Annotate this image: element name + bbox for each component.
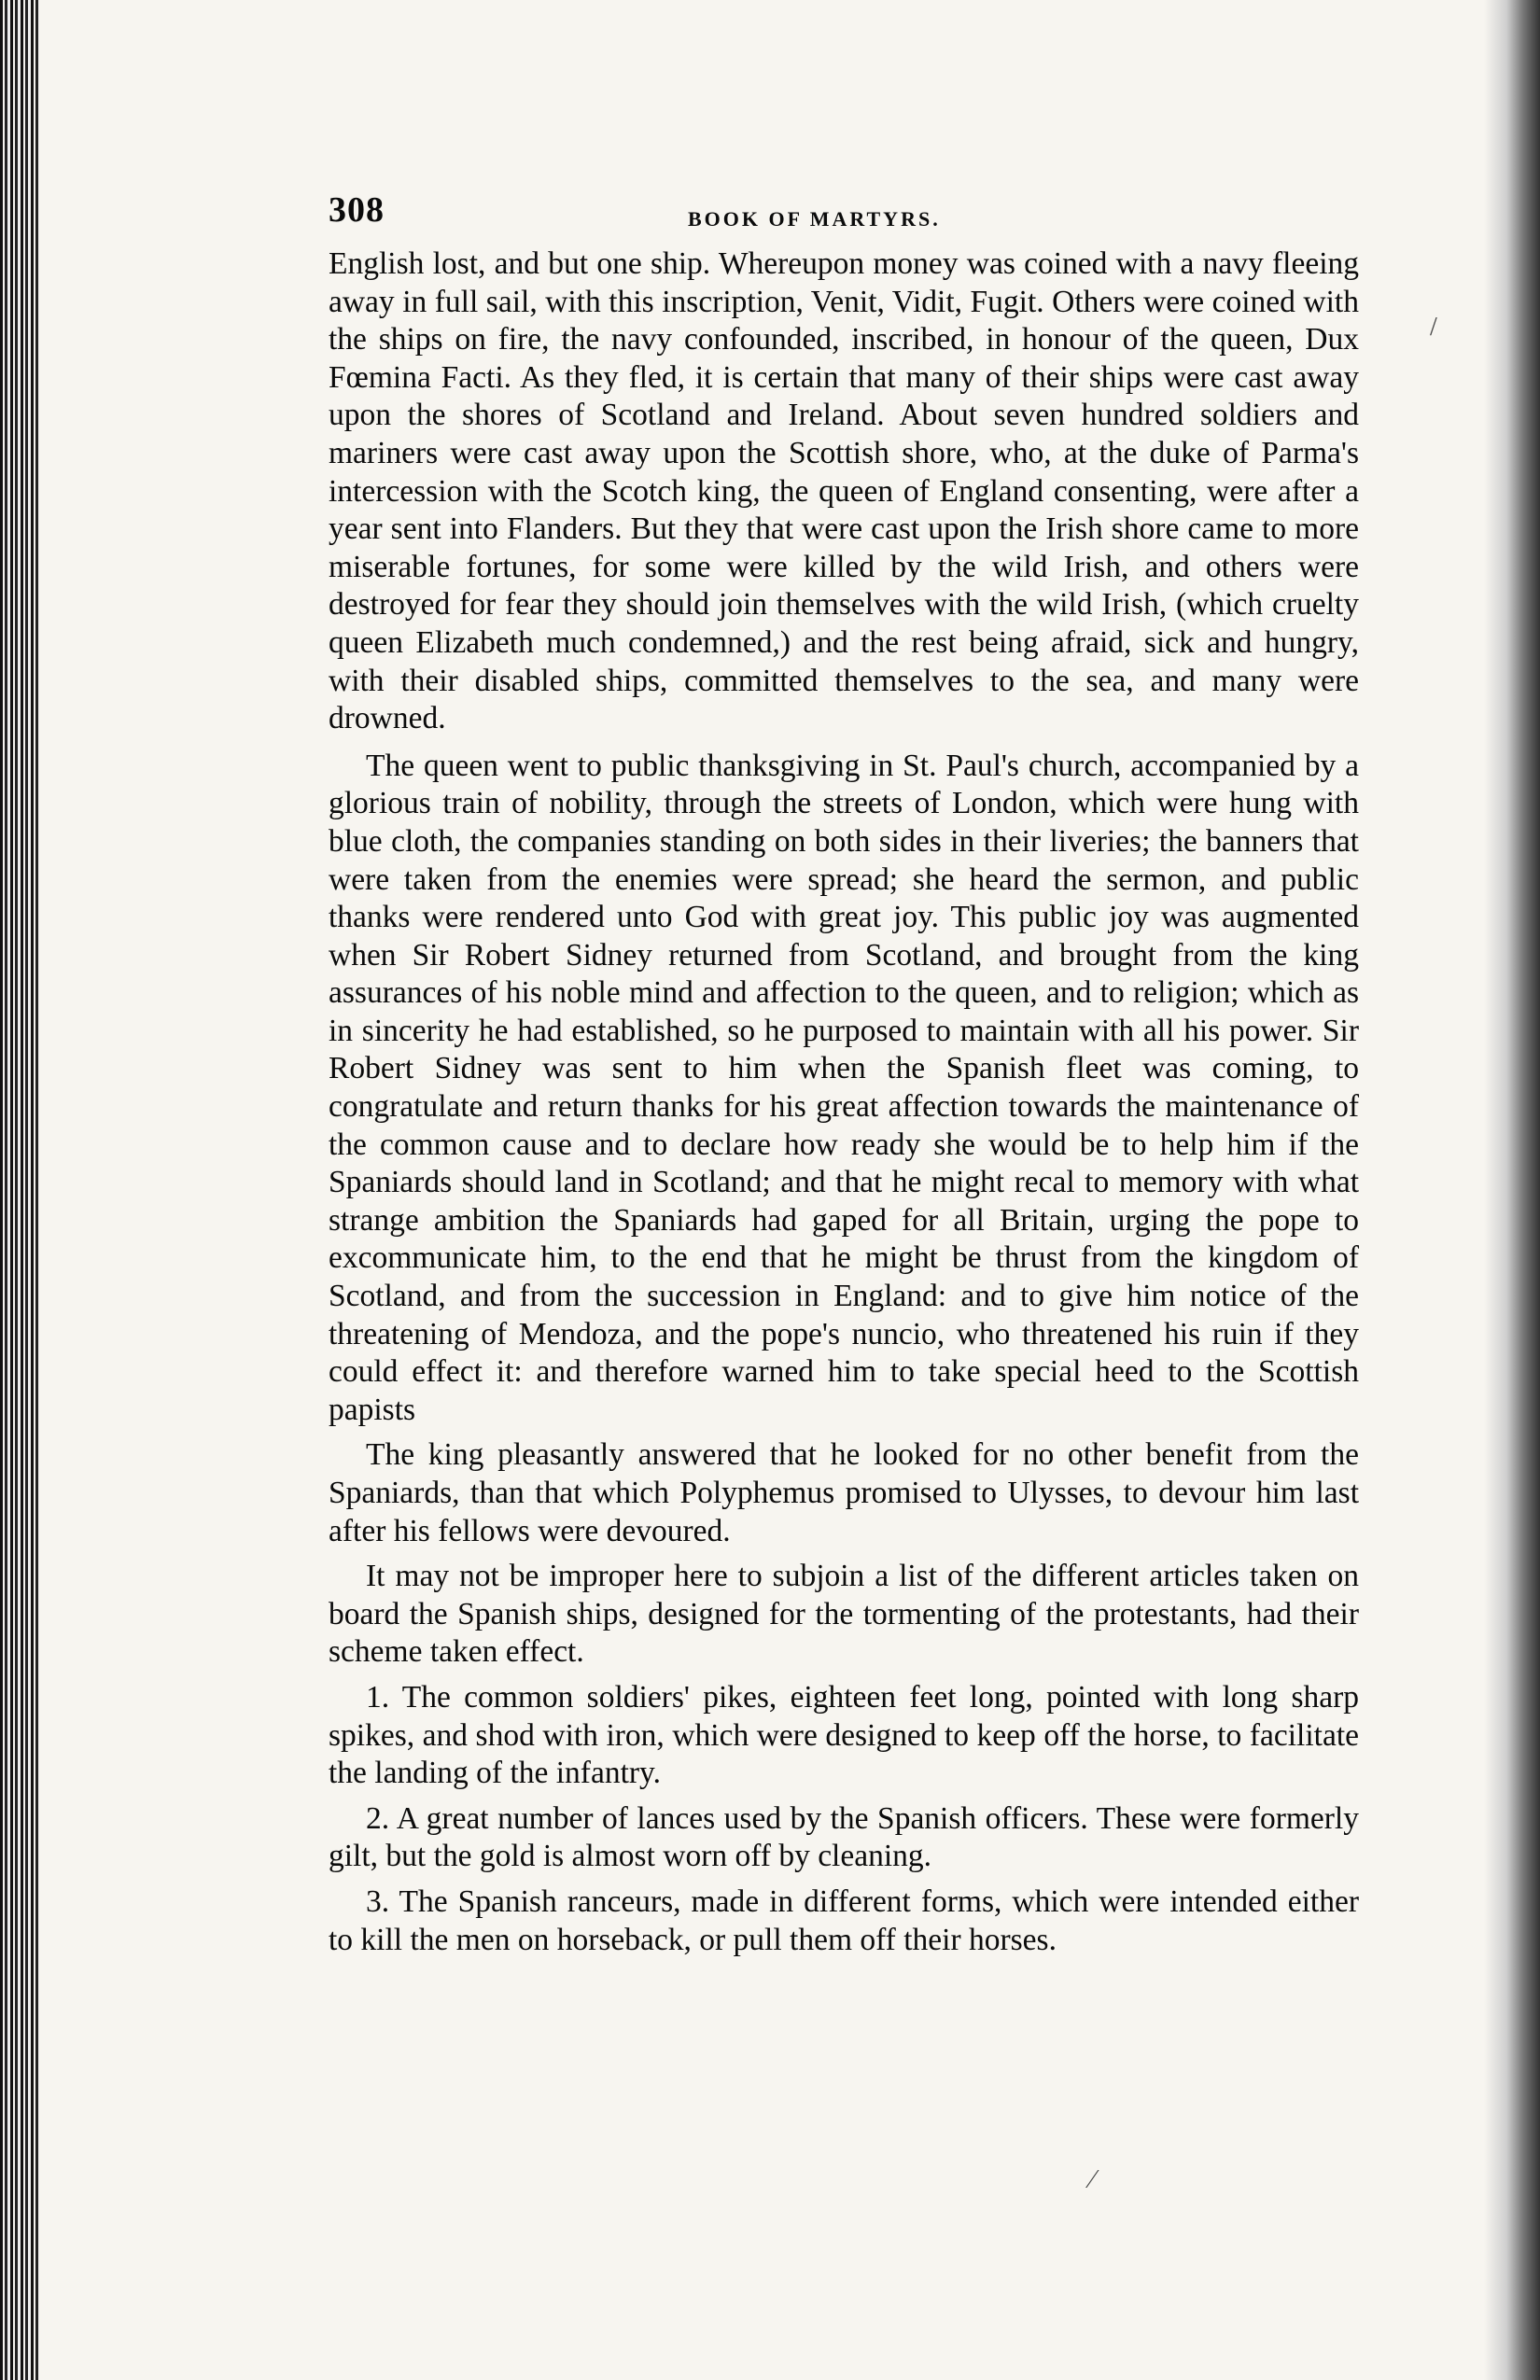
running-head: BOOK OF MARTYRS. <box>688 207 941 231</box>
stray-ink-mark: ⁄ <box>1090 2165 1095 2194</box>
page-number: 308 <box>329 190 385 230</box>
page-edge-shadow <box>1484 0 1540 2380</box>
stray-ink-mark: / <box>1430 313 1437 342</box>
list-item-ranceurs: 3. The Spanish ranceurs, made in different forms, which were intended either to kill the men on horseback, or pull them off their horses. <box>329 1883 1359 1957</box>
paragraph-thanksgiving: The queen went to public thanksgiving in St. Paul's church, accompanied by a glorious train of nobility, through the streets of London, which were hung with blue cloth, the companies standing on both sides in their liveries; the banners that were taken from the enemies were spread; she heard the sermon, and public thanks were rendered unto God with great joy. This public joy was augmented when Sir Robert Sidney returned from Scotland, and brought from the king assurances of his noble mind and affection to the queen, and to religion; which as in sincerity he had established, so he purposed to maintain with all his power. Sir Robert Sidney was sent to him when the Spanish fleet was coming, to congratulate and return thanks for his great affection towards the maintenance of the common cause and to declare how ready she would be to help him if the Spaniards should land in Scotland; and that he might recal to memory with what strange ambition the Spaniards had gaped for all Britain, urging the pope to excommunicate him, to the end that he might be thrust from the kingdom of Scotland, and from the succession in England: and to give him notice of the threatening of Mendoza, and the pope's nuncio, who threatened his ruin if they could effect it: and therefore warned him to take special heed to the Scottish papists <box>329 748 1359 1427</box>
paragraph-king-answer: The king pleasantly answered that he looked for no other benefit from the Spaniards, than that which Polyphemus promised to Ulysses, to devour him last after his fellows were devoured. <box>329 1437 1359 1548</box>
page-text-block <box>329 191 1359 1959</box>
paragraph-armada-fate: English lost, and but one ship. Whereupon money was coined with a navy fleeing away in full sail, with this inscription, Venit, Vidit, Fugit. Others were coined with the ships on fire, the navy confounded, inscribed, in honour of the queen, Dux Fœmina Facti. As they fled, it is certain that many of their ships were cast away upon the shores of Scotland and Ireland. About seven hundred soldiers and mariners were cast away upon the Scottish shore, who, at the duke of Parma's intercession with the Scotch king, the queen of England consenting, were after a year sent into Flanders. But they that were cast upon the Irish shore came to more miserable fortunes, for some were killed by the wild Irish, and others were destroyed for fear they should join themselves with the wild Irish, (which cruelty queen Elizabeth much condemned,) and the rest being afraid, sick and hungry, with their disabled ships, committed themselves to the sea, and many were drowned. <box>329 246 1359 736</box>
book-binding-edge <box>0 0 39 2380</box>
list-item-pikes: 1. The common soldiers' pikes, eighteen feet long, pointed with long sharp spikes, and shod with iron, which were designed to keep off the horse, to facilitate the landing of the infantry. <box>329 1679 1359 1791</box>
page-header <box>329 191 1359 245</box>
list-item-lances: 2. A great number of lances used by the Spanish officers. These were formerly gilt, but the gold is almost worn off by cleaning. <box>329 1800 1359 1874</box>
paragraph-list-intro: It may not be improper here to subjoin a list of the different articles taken on board the Spanish ships, designed for the tormenting of the protestants, had their scheme taken effect. <box>329 1559 1359 1670</box>
